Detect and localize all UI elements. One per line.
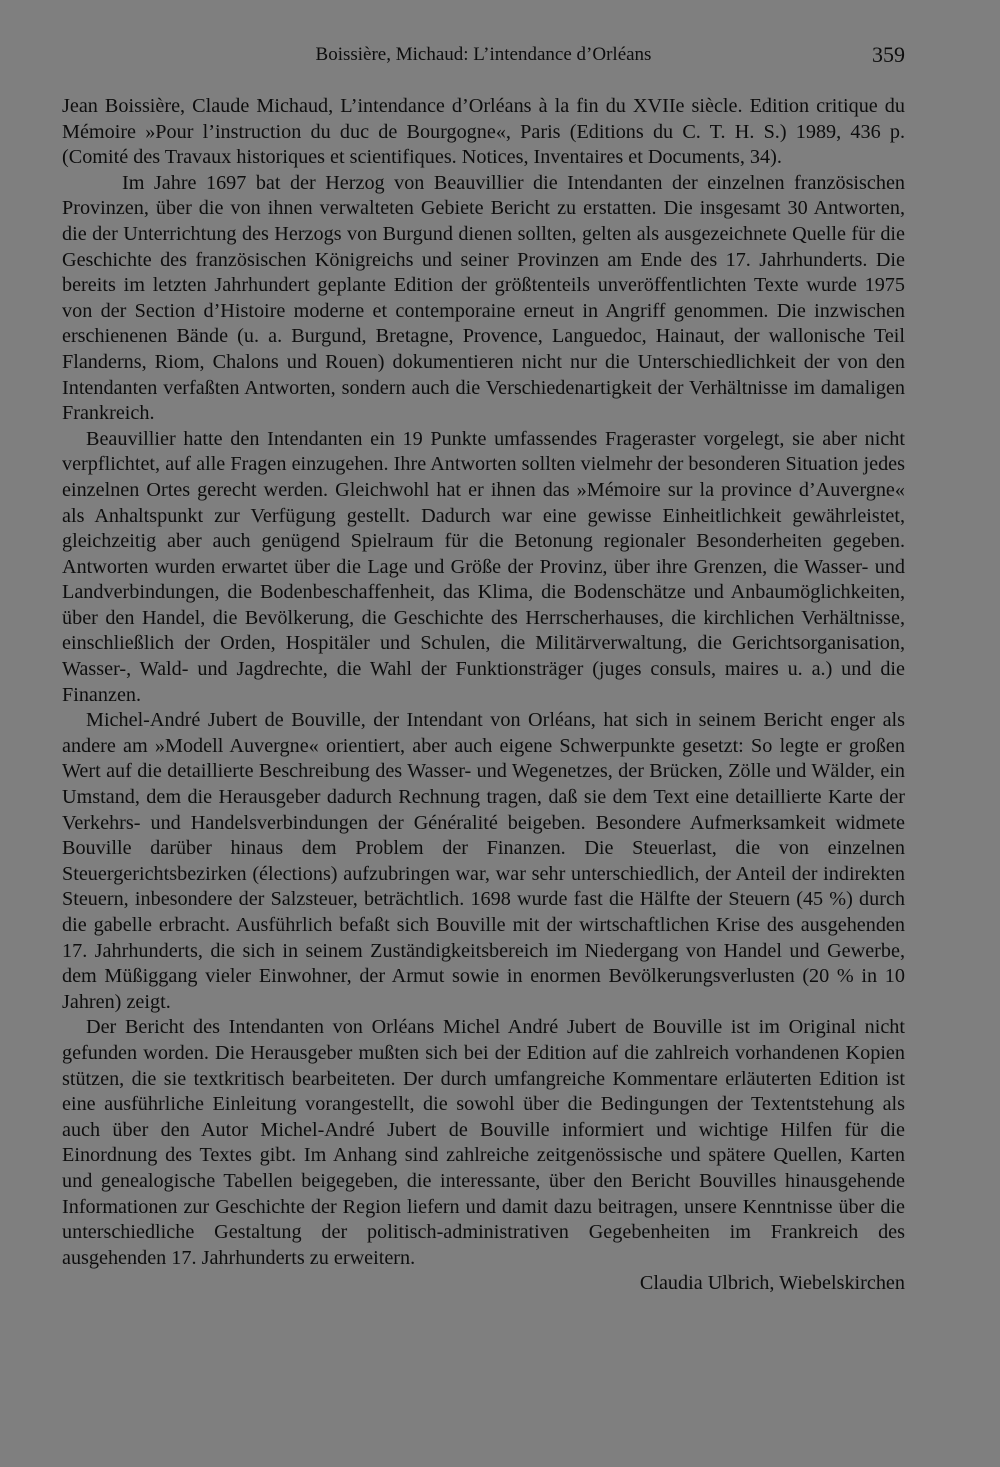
running-head: [62, 40, 905, 70]
paragraph-3: Michel-André Jubert de Bouville, der Intendant von Orléans, hat sich in seinem Bericht enger als andere am »Modell Auvergne« orientiert, aber auch eigene Schwerpunkte gesetzt: So legte er großen Wert auf die detaillierte Beschreibung des Wasser- und Wegenetzes, der Brücken, Zölle und Wälder, ein Umstand, dem die Herausgeber dadurch Rechnung tragen, daß sie dem Text eine detaillierte Karte der Verkehrs- und Handelsverbindungen der Généralité beigeben. Besondere Aufmerksamkeit widmete Bouville darüber hinaus dem Problem der Finanzen. Die Steuerlast, die von einzelnen Steuergerichtsbezirken (élections) aufzubringen war, war sehr unterschiedlich, der Anteil der indirekten Steuern, inbesondere der Salzsteuer, beträchtlich. 1698 wurde fast die Hälfte der Steuern (45 %) durch die gabelle erbracht. Ausführlich befaßt sich Bouville mit der wirtschaftlichen Krise des ausgehenden 17. Jahrhunderts, die sich in seinem Zuständigkeitsbereich im Niedergang von Handel und Gewerbe, dem Müßiggang vieler Einwohner, der Armut sowie in enormen Bevölkerungsverlusten (20 % in 10 Jahren) zeigt.: [62, 709, 905, 1013]
citation: Jean Boissière, Claude Michaud, L’intendance d’Orléans à la fin du XVIIe siècle. Edition critique du Mémoire »Pour l’instruction du duc de Bourgogne«, Paris (Editions du C. T. H. S.) 1989, 436 p. (Comité des Travaux historiques et scientifiques. Notices, Inventaires et Documents, 34).: [62, 95, 905, 169]
signature: Claudia Ulbrich, Wiebelskirchen: [639, 1272, 905, 1295]
page-number: 359: [872, 42, 905, 67]
running-title: Boissière, Michaud: L’intendance d’Orléans: [315, 44, 652, 65]
paragraph-2: Beauvillier hatte den Intendanten ein 19 Punkte umfassendes Frageraster vorgelegt, sie aber nicht verpflichtet, auf alle Fragen einzugehen. Ihre Antworten sollten vielmehr der besonderen Situation jedes einzelnen Ortes gerecht werden. Gleichwohl hat er ihnen das »Mémoire sur la province d’Auvergne« als Anhaltspunkt zur Verfügung gestellt. Dadurch war eine gewisse Einheitlichkeit gewährleistet, gleichzeitig aber auch genügend Spielraum für die Betonung regionaler Besonderheiten gegeben. Antworten wurden erwartet über die Lage und Größe der Provinz, über ihre Grenzen, die Wasser- und Landverbindungen, die Bodenbeschaffenheit, das Klima, die Bodenschätze und Anbaumöglichkeiten, über den Handel, die Bevölkerung, die Geschichte des Herrscherhauses, die kirchlichen Verhältnisse, einschließlich der Orden, Hospitäler und Schulen, die Militärverwaltung, die Gerichtsorganisation, Wasser-, Wald- und Jagdrechte, die Wahl der Funktionsträger (juges consuls, maires u. a.) und die Finanzen.: [62, 427, 905, 706]
paragraph-4: Der Bericht des Intendanten von Orléans Michel André Jubert de Bouville ist im Original nicht gefunden worden. Die Herausgeber mußten sich bei der Edition auf die zahlreich vorhandenen Kopien stützen, die sie textkritisch bearbeiteten. Der durch umfangreiche Kommentare erläuterten Edition ist eine ausführliche Einleitung vorangestellt, die sowohl über die Bedingungen der Textentstehung als auch über den Autor Michel-André Jubert de Bouville informiert und wichtige Hilfen für die Einordnung des Textes gibt. Im Anhang sind zahlreiche zeitgenössische und spätere Quellen, Karten und genealogische Tabellen beigegeben, die interessante, über den Bericht Bouvilles hinausgehende Informationen zur Geschichte der Region liefern und damit dazu beitragen, unsere Kenntnisse über die unterschiedliche Gestaltung der politisch-administrativen Gegebenheiten im Frankreich des ausgehenden 17. Jahrhunderts zu erweitern.: [62, 1016, 905, 1269]
paragraph-1: Im Jahre 1697 bat der Herzog von Beauvillier die Intendanten der einzelnen französischen Provinzen, über die von ihnen verwalteten Gebiete Bericht zu erstatten. Die insgesamt 30 Antworten, die der Unterrichtung des Herzogs von Burgund dienen sollten, gelten als ausgezeichnete Quelle für die Geschichte des französischen Königreichs und seiner Provinzen am Ende des 17. Jahrhunderts. Die bereits im letzten Jahrhundert geplante Edition der größtenteils unveröffentlichten Texte wurde 1975 von der Section d’Histoire moderne et contemporaine erneut in Angriff genommen. Die inzwischen erschienenen Bände (u. a. Burgund, Bretagne, Provence, Languedoc, Hainaut, der wallonische Teil Flanderns, Riom, Chalons und Rouen) dokumentieren nicht nur die Unterschiedlichkeit der von den Intendanten verfaßten Antworten, sondern auch die Verschiedenartigkeit der Verhältnisse im damaligen Frankreich.: [62, 171, 905, 425]
review-body: [62, 94, 905, 1297]
